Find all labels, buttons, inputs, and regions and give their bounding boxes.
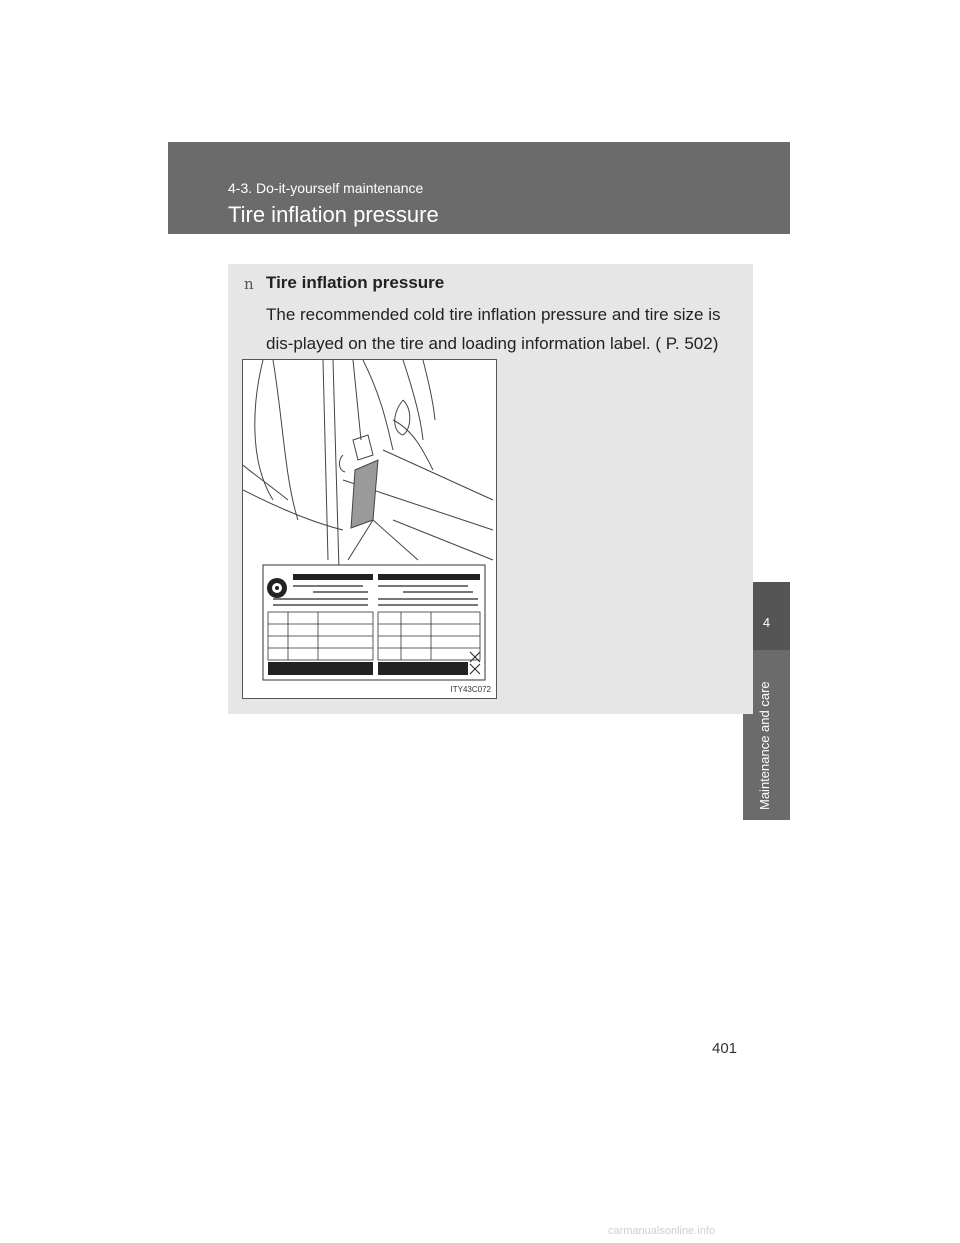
page-number: 401 [712,1040,738,1057]
chapter-label: Maintenance and care [757,681,772,810]
watermark-text: carmanualsonline.info [608,1225,716,1237]
page-title: Tire inflation pressure [228,202,439,227]
illustration-drawing [243,360,496,698]
door-pillar-illustration [242,359,497,699]
page-header [168,142,790,234]
bullet-marker: n [244,275,254,293]
box-body-text: The recommended cold tire inflation pressure and tire size is dis-played on the tire and loading information label. ( P. 502) [266,305,721,353]
figure-code: ITY43C072 [450,685,491,694]
chapter-number: 4 [743,582,790,650]
section-label: 4-3. Do-it-yourself maintenance [228,180,424,196]
box-heading: Tire inflation pressure [266,273,445,292]
